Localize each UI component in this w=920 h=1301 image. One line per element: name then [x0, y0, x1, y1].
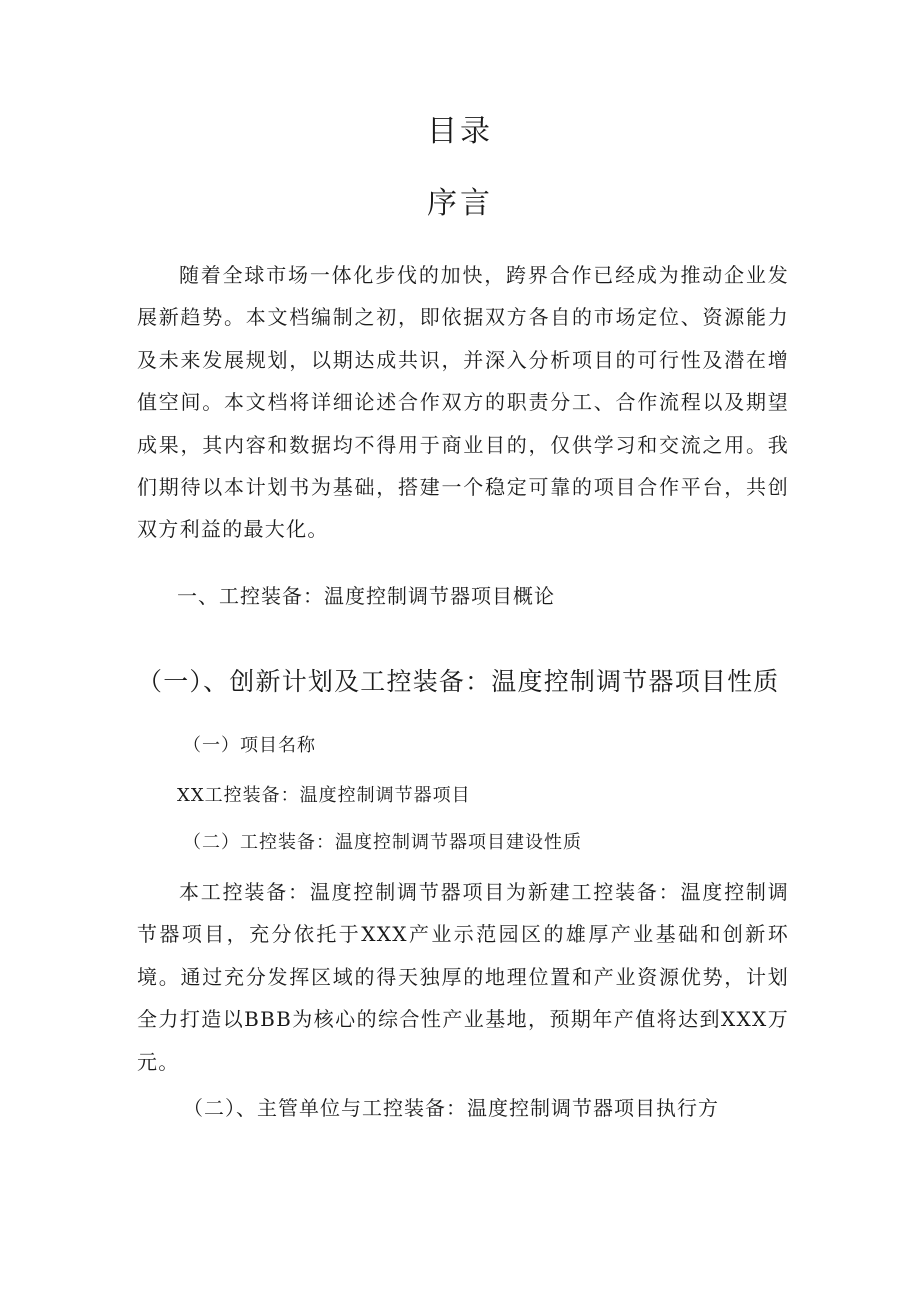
toc-title: 目录 [427, 114, 493, 149]
preface-paragraph: 随着全球市场一体化步伐的加快，跨界合作已经成为推动企业发展新趋势。本文档编制之初，即依据双方各自的市场定位、资源能力及未来发展规划，以期达成共识，并深入分析项目的可行性及潜在增值空间。本文档将详细论述合作双方的职责分工、合作流程以及期望成果，其内容和数据均不得用于商业目的，仅供学习和交流之用。我们期待以本计划书为基础，搭建一个稳定可靠的项目合作平台，共创双方利益的最大化。 [137, 263, 789, 542]
section-1-heading: 一、工控装备：温度控制调节器项目概论 [177, 584, 555, 608]
project-name-value: XX工控装备：温度控制调节器项目 [177, 785, 471, 806]
subsection-2-heading: （二）、主管单位与工控装备：温度控制调节器项目执行方 [183, 1096, 719, 1120]
subsection-1-heading: （一）、创新计划及工控装备：温度控制调节器项目性质 [137, 667, 780, 696]
preface-title: 序言 [427, 186, 493, 221]
construction-nature-paragraph: 本工控装备：温度控制调节器项目为新建工控装备：温度控制调节器项目，充分依托于XXX产业示范园区的雄厚产业基础和创新环境。通过充分发挥区域的得天独厚的地理位置和产业资源优势，计划全力打造以BBB为核心的综合性产业基地，预期年产值将达到XXX万元。 [137, 880, 789, 1074]
construction-nature-label: （二）工控装备：温度控制调节器项目建设性质 [183, 832, 582, 853]
project-name-label: （一）项目名称 [183, 735, 316, 756]
